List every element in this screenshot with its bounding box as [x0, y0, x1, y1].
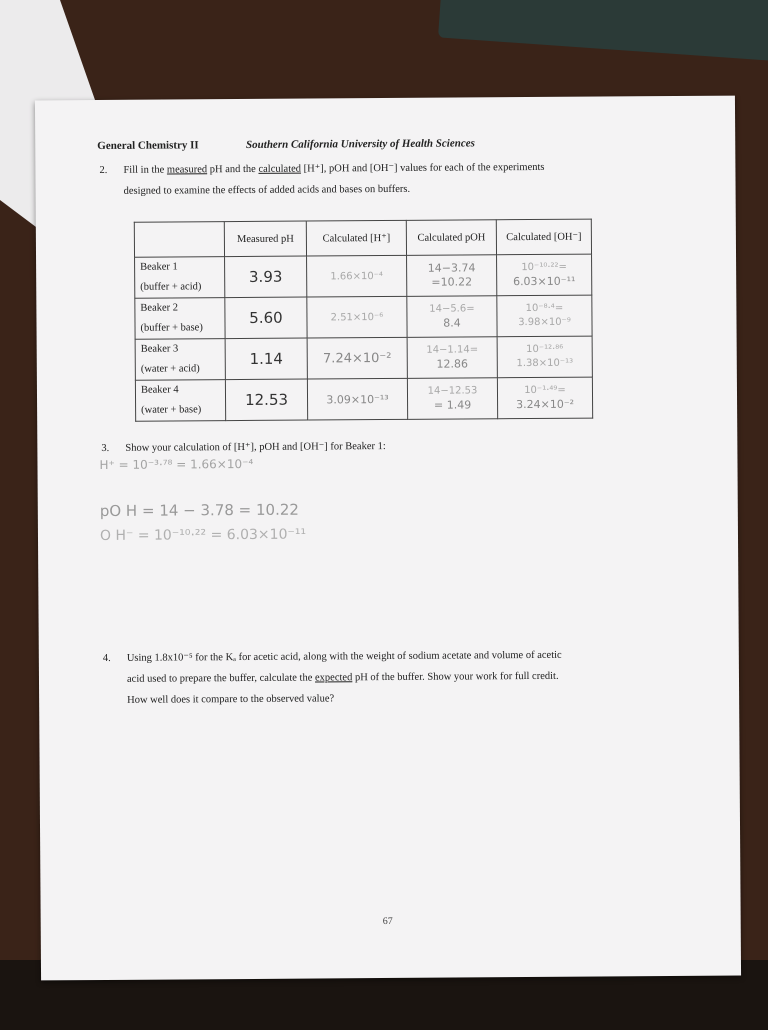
- poh-work: 14−5.6=: [429, 303, 475, 315]
- page-number: 67: [382, 915, 393, 928]
- row-label: [135, 298, 225, 340]
- beaker-name: Beaker 4: [140, 384, 179, 396]
- oh-work: 10⁻⁸·⁴=: [525, 302, 564, 315]
- work-poh: pO H = 14 − 3.78 = 10.22: [99, 500, 299, 521]
- poh-work: 14−12.53: [427, 385, 478, 397]
- experiment-table: [134, 219, 593, 422]
- beaker-condition: (buffer + acid): [140, 281, 202, 293]
- worksheet-page: [35, 96, 741, 981]
- header-cell: Measured pH: [224, 221, 306, 257]
- row-label: [135, 380, 225, 422]
- q2-line-2: designed to examine the effects of added acids and bases on buffers.: [123, 183, 411, 197]
- oh-value: 3.24×10⁻²: [516, 397, 575, 412]
- oh-work: 10⁻¹⁰·²²=: [521, 261, 567, 274]
- poh-work: 14−3.74: [427, 261, 476, 275]
- poh-work: 14−1.14=: [426, 344, 479, 356]
- q4-line-1: Using 1.8x10⁻⁵ for the Kₐ for acetic acid, along with the weight of sodium acetate and volume of acetic: [126, 649, 562, 664]
- header-cell: Calculated [OH⁻]: [496, 219, 591, 255]
- poh-value: 8.4: [443, 316, 461, 330]
- table-row: [135, 254, 592, 298]
- oh-value: 1.38×10⁻¹³: [516, 357, 574, 370]
- beaker-condition: (water + acid): [140, 363, 200, 375]
- q4-expected: expected: [314, 672, 353, 684]
- measured-ph: 3.93: [248, 267, 283, 286]
- calculated-h: 7.24×10⁻²: [322, 350, 392, 366]
- beaker-name: Beaker 1: [140, 261, 178, 273]
- oh-value: 6.03×10⁻¹¹: [512, 274, 576, 289]
- header-cell: Calculated pOH: [406, 220, 496, 256]
- header-cell: Calculated [H⁺]: [306, 220, 406, 256]
- work-oh: O H⁻ = 10⁻¹⁰·²² = 6.03×10⁻¹¹: [99, 526, 307, 545]
- oh-value: 3.98×10⁻⁹: [518, 316, 571, 329]
- question-2: [99, 157, 544, 202]
- table-row: [135, 336, 592, 380]
- page-header: [97, 137, 475, 152]
- measured-ph: 5.60: [249, 308, 283, 327]
- question-4: [103, 645, 562, 711]
- table-row: [135, 295, 592, 339]
- beaker-condition: (water + base): [141, 404, 202, 416]
- course-title: General Chemistry II: [97, 139, 199, 153]
- q2-text-1: Fill in the: [123, 164, 167, 176]
- question-2-number: 2.: [99, 164, 108, 177]
- calculated-h: 3.09×10⁻¹³: [326, 392, 389, 406]
- measured-ph: 12.53: [244, 390, 289, 409]
- beaker-name: Beaker 3: [140, 343, 179, 355]
- q2-text-2: pH and the: [207, 163, 259, 176]
- question-3-number: 3.: [101, 442, 110, 454]
- keyboard: [438, 0, 768, 62]
- question-3-text: Show your calculation of [H⁺], pOH and [OH⁻] for Beaker 1:: [125, 441, 386, 454]
- q2-measured: measured: [166, 164, 208, 176]
- q4-line-3: How well does it compare to the observed value?: [127, 693, 335, 706]
- calculated-h: 1.66×10⁻⁴: [330, 270, 384, 282]
- university-name: Southern California University of Health Sciences: [245, 137, 475, 151]
- q2-text-3: [H⁺], pOH and [OH⁻] values for each of the experiments: [300, 161, 545, 175]
- work-h-concentration: H⁺ = 10⁻³·⁷⁸ = 1.66×10⁻⁴: [99, 456, 254, 473]
- oh-work: 10⁻¹²·⁸⁶: [526, 343, 564, 356]
- q4-line-2b: pH of the buffer. Show your work for full credit.: [352, 670, 559, 684]
- oh-work: 10⁻¹·⁴⁹=: [524, 384, 566, 397]
- beaker-condition: (buffer + base): [140, 322, 203, 334]
- poh-value: = 1.49: [433, 398, 472, 412]
- poh-value: =10.22: [431, 275, 473, 289]
- row-label: [135, 257, 225, 299]
- question-4-number: 4.: [102, 652, 111, 664]
- row-label: [135, 339, 225, 381]
- calculated-h: 2.51×10⁻⁶: [330, 311, 384, 323]
- table-header-row: [134, 219, 591, 257]
- question-3: [101, 436, 386, 459]
- measured-ph: 1.14: [249, 349, 284, 368]
- header-cell: [134, 222, 224, 258]
- table-row: [135, 377, 592, 421]
- q2-calculated: calculated: [258, 163, 302, 175]
- beaker-name: Beaker 2: [140, 302, 179, 314]
- poh-value: 12.86: [436, 357, 469, 371]
- q4-line-2a: acid used to prepare the buffer, calculate the: [126, 672, 316, 685]
